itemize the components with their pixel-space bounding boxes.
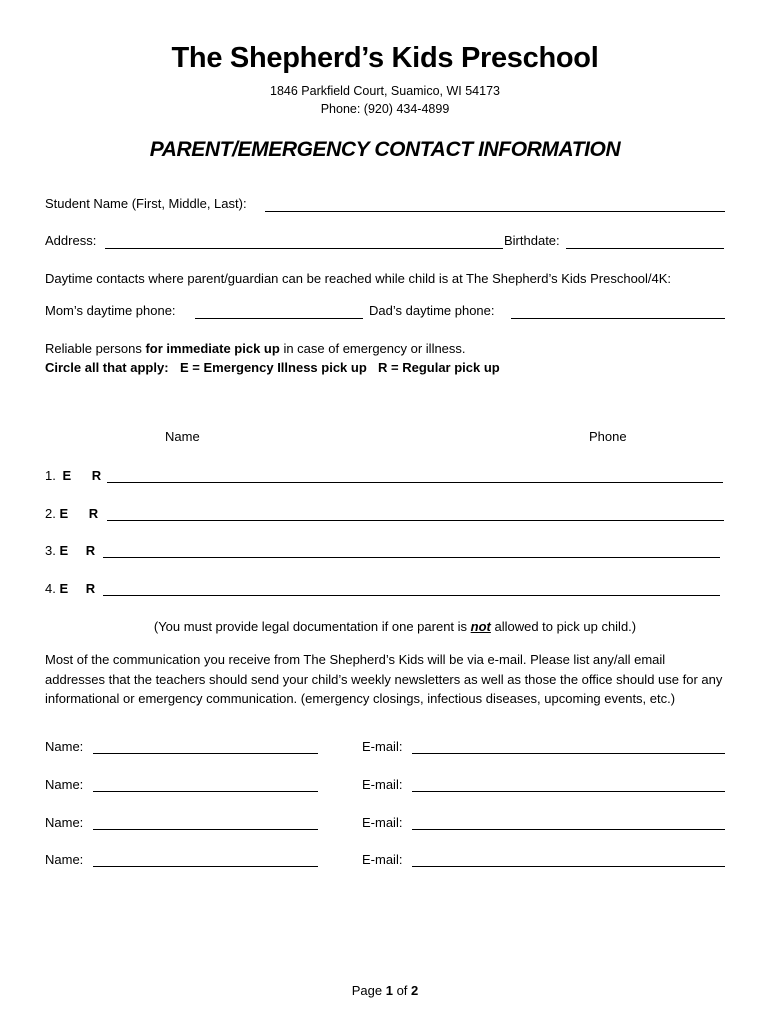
- row-number: 2.: [45, 506, 56, 521]
- e-option[interactable]: E: [62, 468, 72, 483]
- email-row-3-email-label: E-mail:: [362, 815, 403, 830]
- address-label: Address:: [45, 233, 97, 248]
- r-legend: R = Regular pick up: [378, 360, 500, 375]
- page-total: 2: [411, 983, 419, 998]
- form-heading: PARENT/EMERGENCY CONTACT INFORMATION: [149, 138, 621, 161]
- contact-4-field[interactable]: [103, 595, 720, 596]
- page-number: [0, 983, 770, 998]
- page-current: 1: [385, 983, 393, 998]
- email-row-3-name-field[interactable]: [93, 829, 318, 830]
- r-option[interactable]: R: [88, 506, 99, 521]
- communication-paragraph: Most of the communication you receive from The Shepherd’s Kids will be via e-mail. Please list any/all email addresses that the teachers should send your child’s weekly newsletters as well as those the office should use for any informational or emergency communication. (emergency closings, infectious diseases, upcoming events, etc.): [45, 652, 723, 706]
- pickup-instructions: [45, 341, 466, 356]
- email-row-2-email-field[interactable]: [412, 791, 725, 792]
- email-row-1-email-label: E-mail:: [362, 739, 403, 754]
- email-row-3-name-label: Name:: [45, 815, 84, 830]
- contact-row-4: [45, 581, 95, 596]
- email-row-2-name-field[interactable]: [93, 791, 318, 792]
- dad-phone-field[interactable]: [511, 318, 725, 319]
- email-row-4-name-field[interactable]: [93, 866, 318, 867]
- email-row-3-email-field[interactable]: [412, 829, 725, 830]
- row-number: 1.: [45, 468, 56, 483]
- email-row-4-email-label: E-mail:: [362, 852, 403, 867]
- school-address: 1846 Parkfield Court, Suamico, WI 54173: [270, 84, 500, 98]
- school-name: The Shepherd’s Kids Preschool: [171, 42, 599, 74]
- column-phone-header: Phone: [589, 429, 627, 444]
- pickup-text-bold: for immediate pick up: [145, 341, 280, 356]
- email-row-1-email-field[interactable]: [412, 753, 725, 754]
- contact-2-field[interactable]: [107, 520, 724, 521]
- column-name-header: Name: [165, 429, 200, 444]
- page-label: Page: [351, 983, 386, 998]
- birthdate-label: Birthdate:: [504, 233, 560, 248]
- contact-row-2: [45, 506, 98, 521]
- legal-note-after: allowed to pick up child.): [490, 619, 637, 634]
- legal-note: [0, 619, 770, 634]
- email-row-1-name-field[interactable]: [93, 753, 318, 754]
- e-option[interactable]: E: [59, 543, 69, 558]
- pickup-text-before: Reliable persons: [45, 341, 146, 356]
- mom-phone-label: Mom’s daytime phone:: [45, 303, 176, 318]
- legal-note-before: (You must provide legal documentation if one parent is: [153, 619, 471, 634]
- e-legend: E = Emergency Illness pick up: [180, 360, 367, 375]
- row-number: 4.: [45, 581, 56, 596]
- student-name-label: Student Name (First, Middle, Last):: [45, 196, 247, 211]
- e-option[interactable]: E: [59, 581, 69, 596]
- r-option[interactable]: R: [85, 581, 96, 596]
- contact-1-field[interactable]: [107, 482, 723, 483]
- school-phone: Phone: (920) 434-4899: [320, 102, 450, 116]
- address-field[interactable]: [105, 248, 503, 249]
- e-option[interactable]: E: [59, 506, 69, 521]
- student-name-field[interactable]: [265, 211, 725, 212]
- contact-row-3: [45, 543, 95, 558]
- circle-label: Circle all that apply:: [45, 360, 169, 375]
- dad-phone-label: Dad’s daytime phone:: [369, 303, 495, 318]
- email-row-2-email-label: E-mail:: [362, 777, 403, 792]
- contact-3-field[interactable]: [103, 557, 720, 558]
- pickup-text-after: in case of emergency or illness.: [279, 341, 466, 356]
- email-row-2-name-label: Name:: [45, 777, 84, 792]
- email-row-4-name-label: Name:: [45, 852, 84, 867]
- legal-note-emphasis: not: [470, 619, 491, 634]
- daytime-contacts-text: Daytime contacts where parent/guardian can be reached while child is at The Shepherd’s Kids Preschool/4K:: [45, 271, 672, 286]
- page-of: of: [392, 983, 412, 998]
- row-number: 3.: [45, 543, 56, 558]
- birthdate-field[interactable]: [566, 248, 724, 249]
- email-row-1-name-label: Name:: [45, 739, 84, 754]
- contact-row-1: [45, 468, 101, 483]
- email-row-4-email-field[interactable]: [412, 866, 725, 867]
- r-option[interactable]: R: [91, 468, 102, 483]
- mom-phone-field[interactable]: [195, 318, 363, 319]
- r-option[interactable]: R: [85, 543, 96, 558]
